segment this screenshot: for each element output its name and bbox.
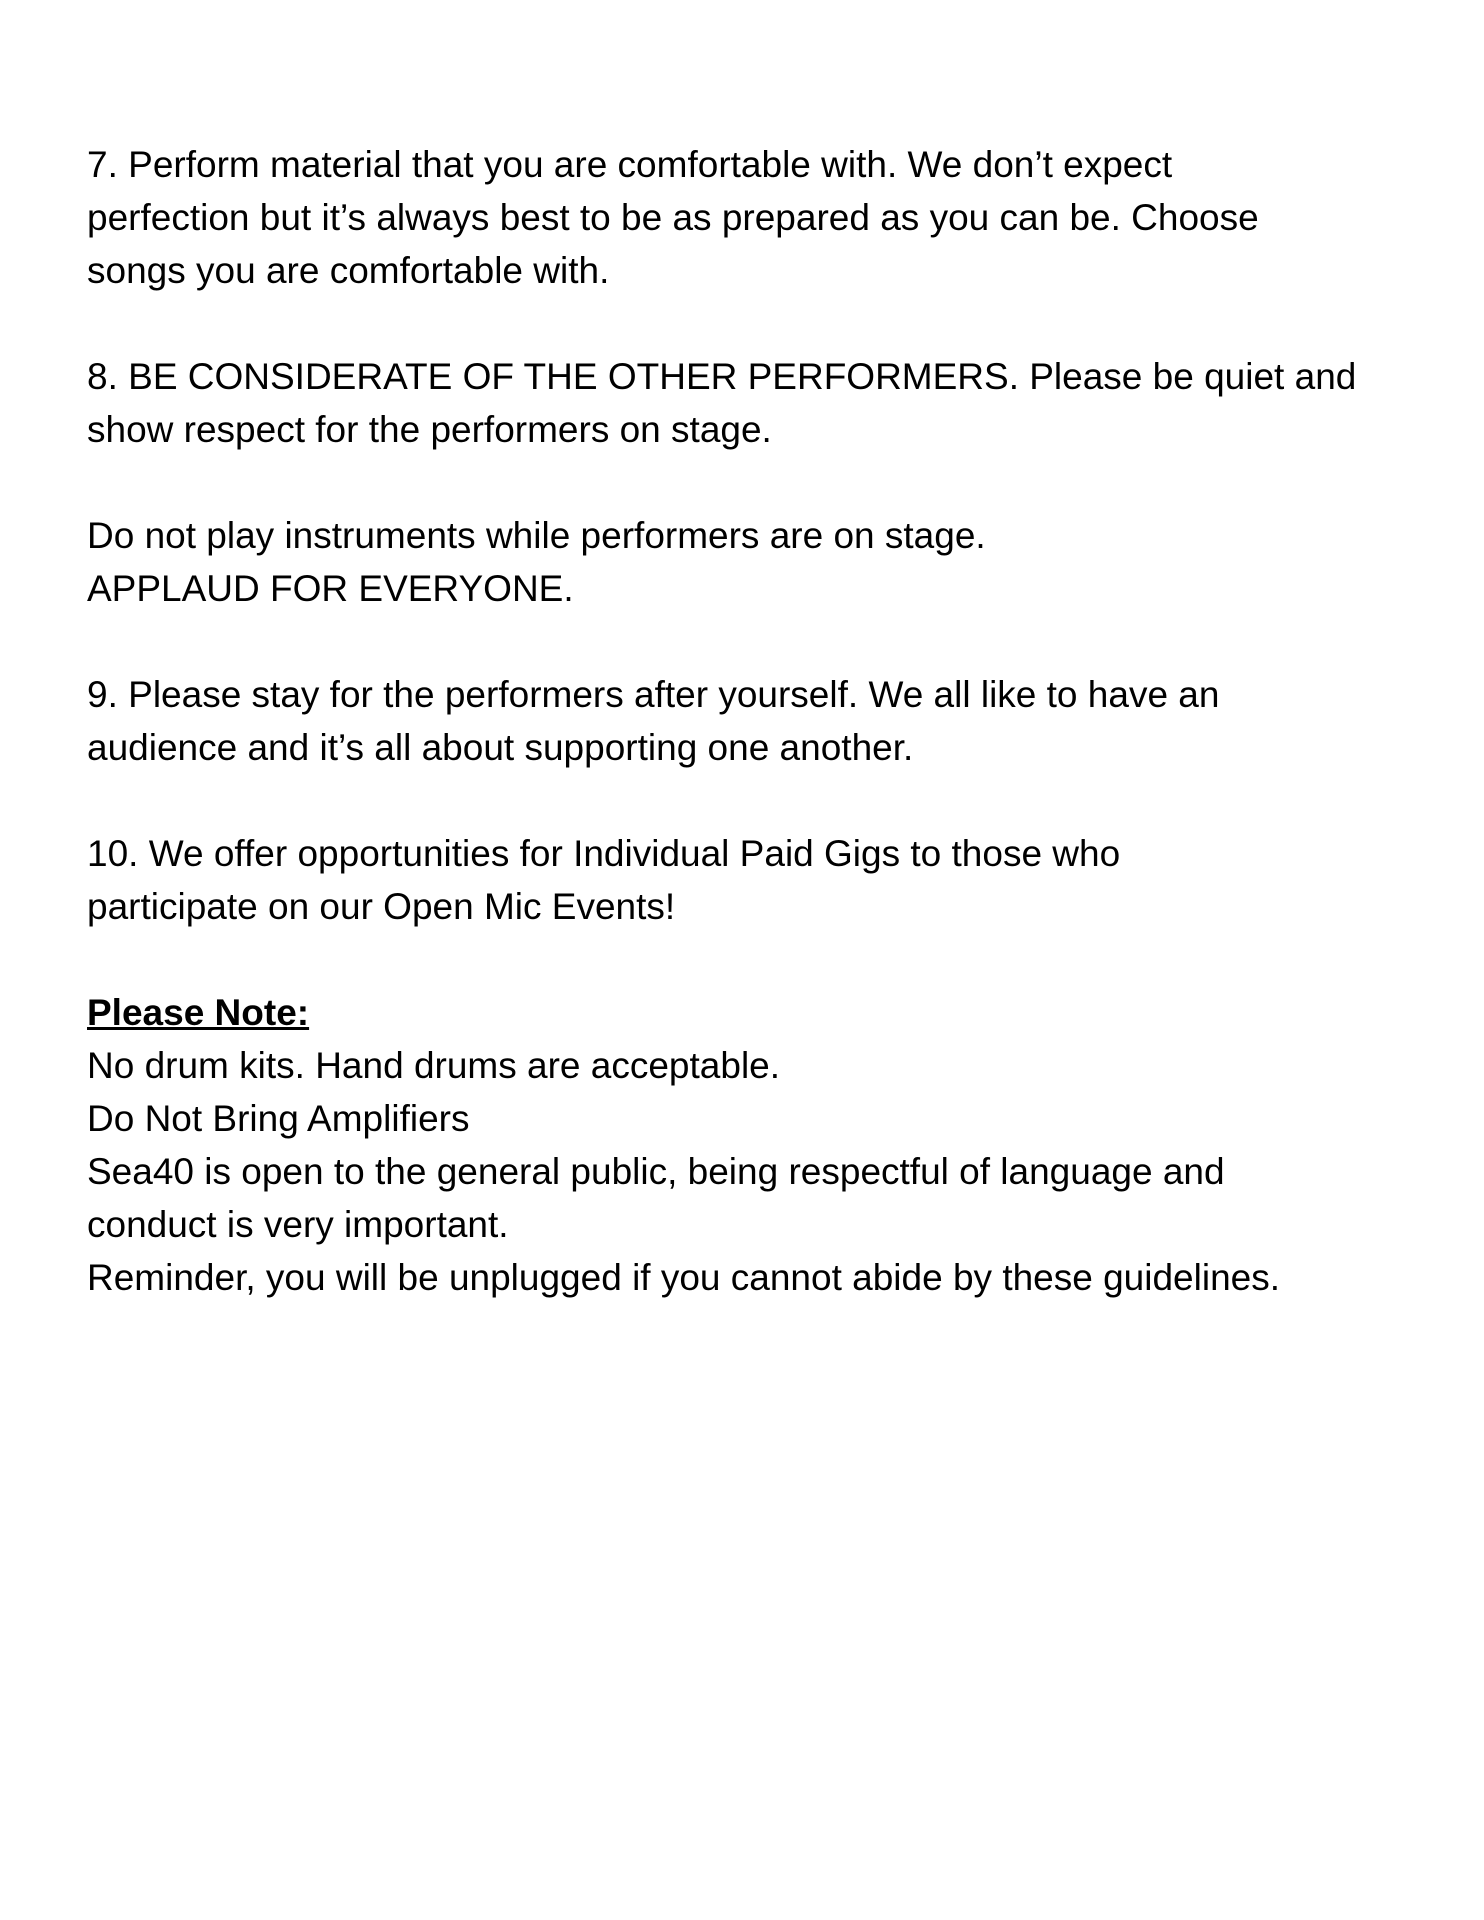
please-note-section bbox=[87, 986, 1447, 1304]
guideline-7-line: songs you are comfortable with. bbox=[87, 250, 610, 291]
guideline-7-line: perfection but it’s always best to be as prepared as you can be. Choose bbox=[87, 197, 1259, 238]
guideline-8-line: show respect for the performers on stage. bbox=[87, 409, 772, 450]
guideline-9-line: 9. Please stay for the performers after yourself. We all like to have an bbox=[87, 674, 1220, 715]
guideline-9-line: audience and it’s all about supporting one another. bbox=[87, 727, 914, 768]
guideline-8 bbox=[87, 350, 1447, 456]
note-line: Do Not Bring Amplifiers bbox=[87, 1098, 470, 1139]
guideline-7-line: 7. Perform material that you are comfortable with. We don’t expect bbox=[87, 144, 1173, 185]
note-line: Reminder, you will be unplugged if you cannot abide by these guidelines. bbox=[87, 1257, 1281, 1298]
guideline-10 bbox=[87, 827, 1447, 933]
guideline-8-detail-line: APPLAUD FOR EVERYONE. bbox=[87, 568, 574, 609]
guideline-9 bbox=[87, 668, 1447, 774]
note-line: No drum kits. Hand drums are acceptable. bbox=[87, 1045, 781, 1086]
note-line: conduct is very important. bbox=[87, 1204, 509, 1245]
note-line: Sea40 is open to the general public, being respectful of language and bbox=[87, 1151, 1225, 1192]
guideline-8-details bbox=[87, 509, 1447, 615]
document-body bbox=[87, 138, 1447, 1357]
guideline-8-line: 8. BE CONSIDERATE OF THE OTHER PERFORMERS. Please be quiet and bbox=[87, 356, 1357, 397]
please-note-heading: Please Note: bbox=[87, 992, 310, 1033]
guideline-10-line: participate on our Open Mic Events! bbox=[87, 886, 676, 927]
guideline-7 bbox=[87, 138, 1447, 297]
guideline-8-detail-line: Do not play instruments while performers are on stage. bbox=[87, 515, 986, 556]
guideline-10-line: 10. We offer opportunities for Individual Paid Gigs to those who bbox=[87, 833, 1121, 874]
